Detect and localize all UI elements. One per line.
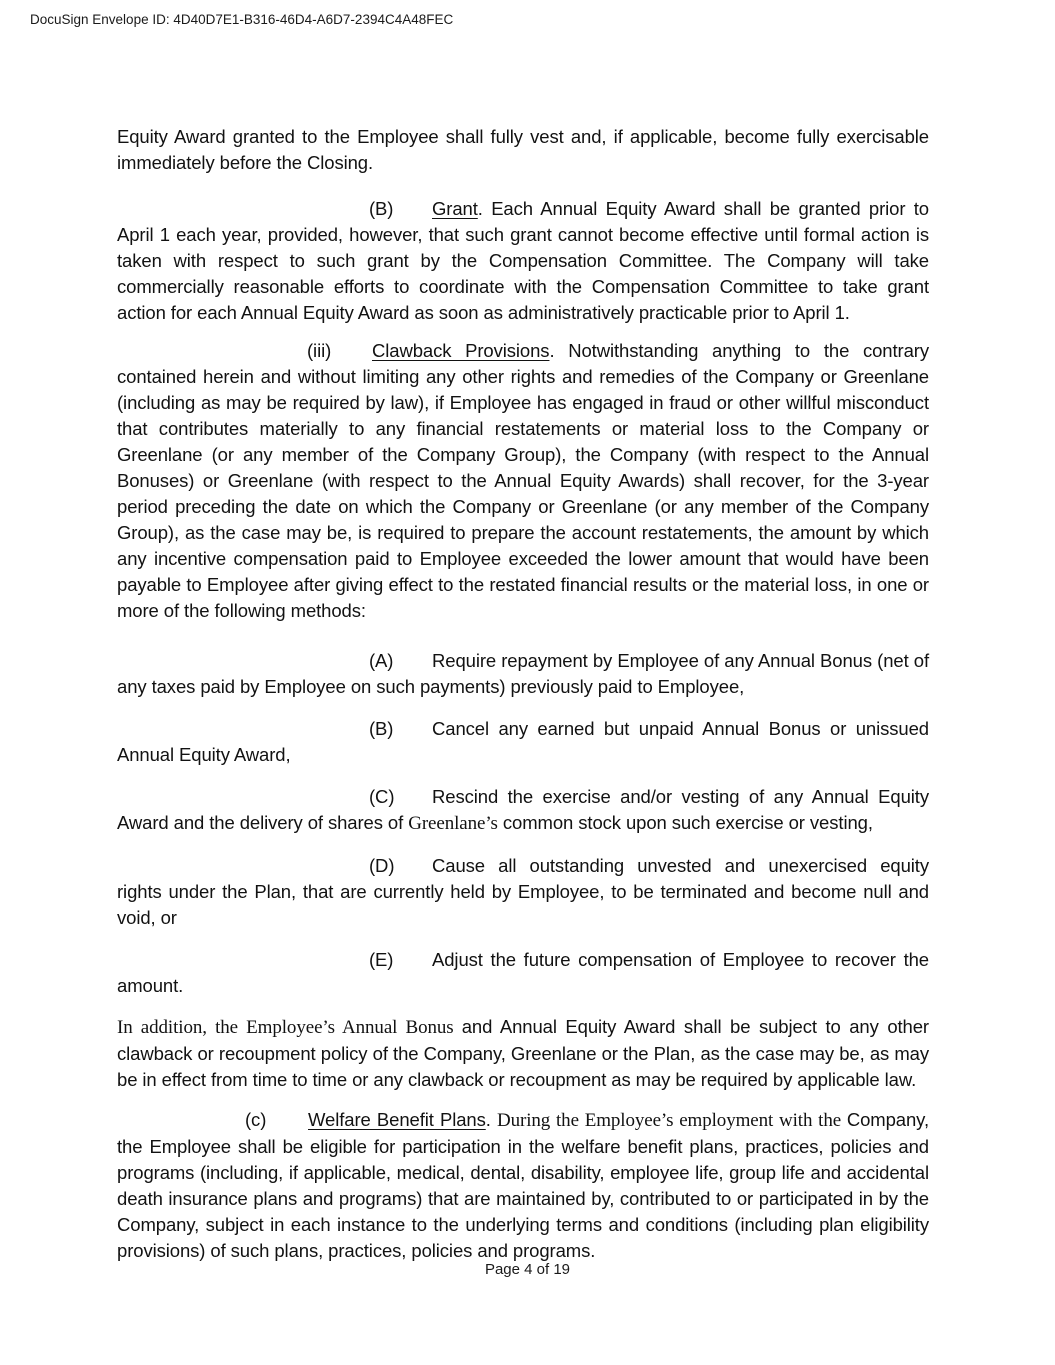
method-text-e: Adjust the future compensation of Employee to recover the amount. bbox=[117, 949, 929, 996]
method-text-c-serif: Greenlane’s bbox=[408, 813, 498, 834]
document-body bbox=[117, 124, 929, 1264]
method-item-b bbox=[117, 716, 929, 768]
welfare-period: . bbox=[485, 1109, 497, 1130]
clause-label-b: (B) bbox=[369, 198, 394, 219]
method-text-d: Cause all outstanding unvested and unexercised equity rights under the Plan, that are currently held by Employee, to be terminated and become null and void, or bbox=[117, 855, 929, 928]
clause-heading-welfare: Welfare Benefit Plans bbox=[308, 1109, 486, 1130]
method-label-c: (C) bbox=[369, 786, 395, 807]
method-item-c bbox=[117, 784, 929, 837]
paragraph-clawback-provisions bbox=[117, 338, 929, 624]
clause-label-c: (c) bbox=[245, 1109, 267, 1130]
clause-text-grant: . Each Annual Equity Award shall be granted prior to April 1 each year, provided, however, that such grant cannot become effective until formal action is taken with respect to such grant by the Compensation Committee. The Company will take commercially reasonable efforts to coordinate with the Compensation Committee to take grant action for each Annual Equity Award as soon as administratively practicable prior to April 1. bbox=[117, 198, 929, 323]
clause-label-iii: (iii) bbox=[307, 340, 332, 361]
in-addition-text: and Annual Equity Award shall be subject to any other clawback or recoupment policy of the Company, Greenlane or the Plan, as the case may be, as may be in effect from time to time or any clawback or recoupment as may be required by applicable law. bbox=[117, 1016, 929, 1090]
paragraph-grant bbox=[117, 196, 929, 326]
method-text-c-after: common stock upon such exercise or vesting, bbox=[497, 812, 873, 833]
method-item-e bbox=[117, 947, 929, 999]
page-number-indicator: Page 4 of 19 bbox=[484, 1261, 571, 1278]
clause-heading-grant: Grant bbox=[432, 198, 478, 219]
method-label-e: (E) bbox=[369, 949, 394, 970]
paragraph-welfare-benefit-plans bbox=[117, 1107, 929, 1264]
welfare-serif-segment: During the Employee’s employment with the bbox=[496, 1110, 847, 1131]
method-text-b: Cancel any earned but unpaid Annual Bonus or unissued Annual Equity Award, bbox=[117, 718, 929, 765]
method-text-a: Require repayment by Employee of any Annual Bonus (net of any taxes paid by Employee on such payments) previously paid to Employee, bbox=[117, 650, 929, 697]
method-label-d: (D) bbox=[369, 855, 395, 876]
docusign-envelope-id: DocuSign Envelope ID: 4D40D7E1-B316-46D4-A6D7-2394C4A48FEC bbox=[30, 12, 454, 27]
paragraph-in-addition bbox=[117, 1014, 929, 1093]
method-item-d bbox=[117, 853, 929, 931]
method-label-b: (B) bbox=[369, 718, 394, 739]
clause-heading-clawback: Clawback Provisions bbox=[372, 340, 550, 361]
in-addition-serif-segment: In addition, the Employee’s Annual Bonus bbox=[117, 1017, 462, 1038]
method-text-c-before: Rescind the exercise and/or vesting of any Annual Equity Award and the delivery of shares of bbox=[117, 786, 929, 833]
clause-text-clawback: . Notwithstanding anything to the contrary contained herein and without limiting any other rights and remedies of the Company or Greenlane (including as may be required by law), if Employee has engaged in fraud or other willful misconduct that contributes materially to any financial restatements or material loss to the Company or Greenlane (or any member of the Company Group), the Company (with respect to the Annual Bonuses) or Greenlane (with respect to the Annual Equity Awards) shall recover, for the 3-year period preceding the date on which the Company or Greenlane (or any member of the Company Group), as the case may be, is required to prepare the account restatements, the amount by which any incentive compensation paid to Employee exceeded the lower amount that would have been payable to Employee after giving effect to the restated financial results or the material loss, in one or more of the following methods: bbox=[117, 340, 929, 621]
paragraph-equity-award-continuation: Equity Award granted to the Employee shall fully vest and, if applicable, become fully exercisable immediately before the Closing. bbox=[117, 126, 929, 173]
method-label-a: (A) bbox=[369, 650, 394, 671]
welfare-text: Company, the Employee shall be eligible for participation in the welfare benefit plans, practices, policies and programs (including, if applicable, medical, dental, disability, employee life, group life and accidental death insurance plans and programs) that are maintained by, contributed to or participated in by the Company, subject in each instance to the underlying terms and conditions (including plan eligibility provisions) of such plans, practices, policies and programs. bbox=[117, 1109, 929, 1261]
method-item-a bbox=[117, 648, 929, 700]
